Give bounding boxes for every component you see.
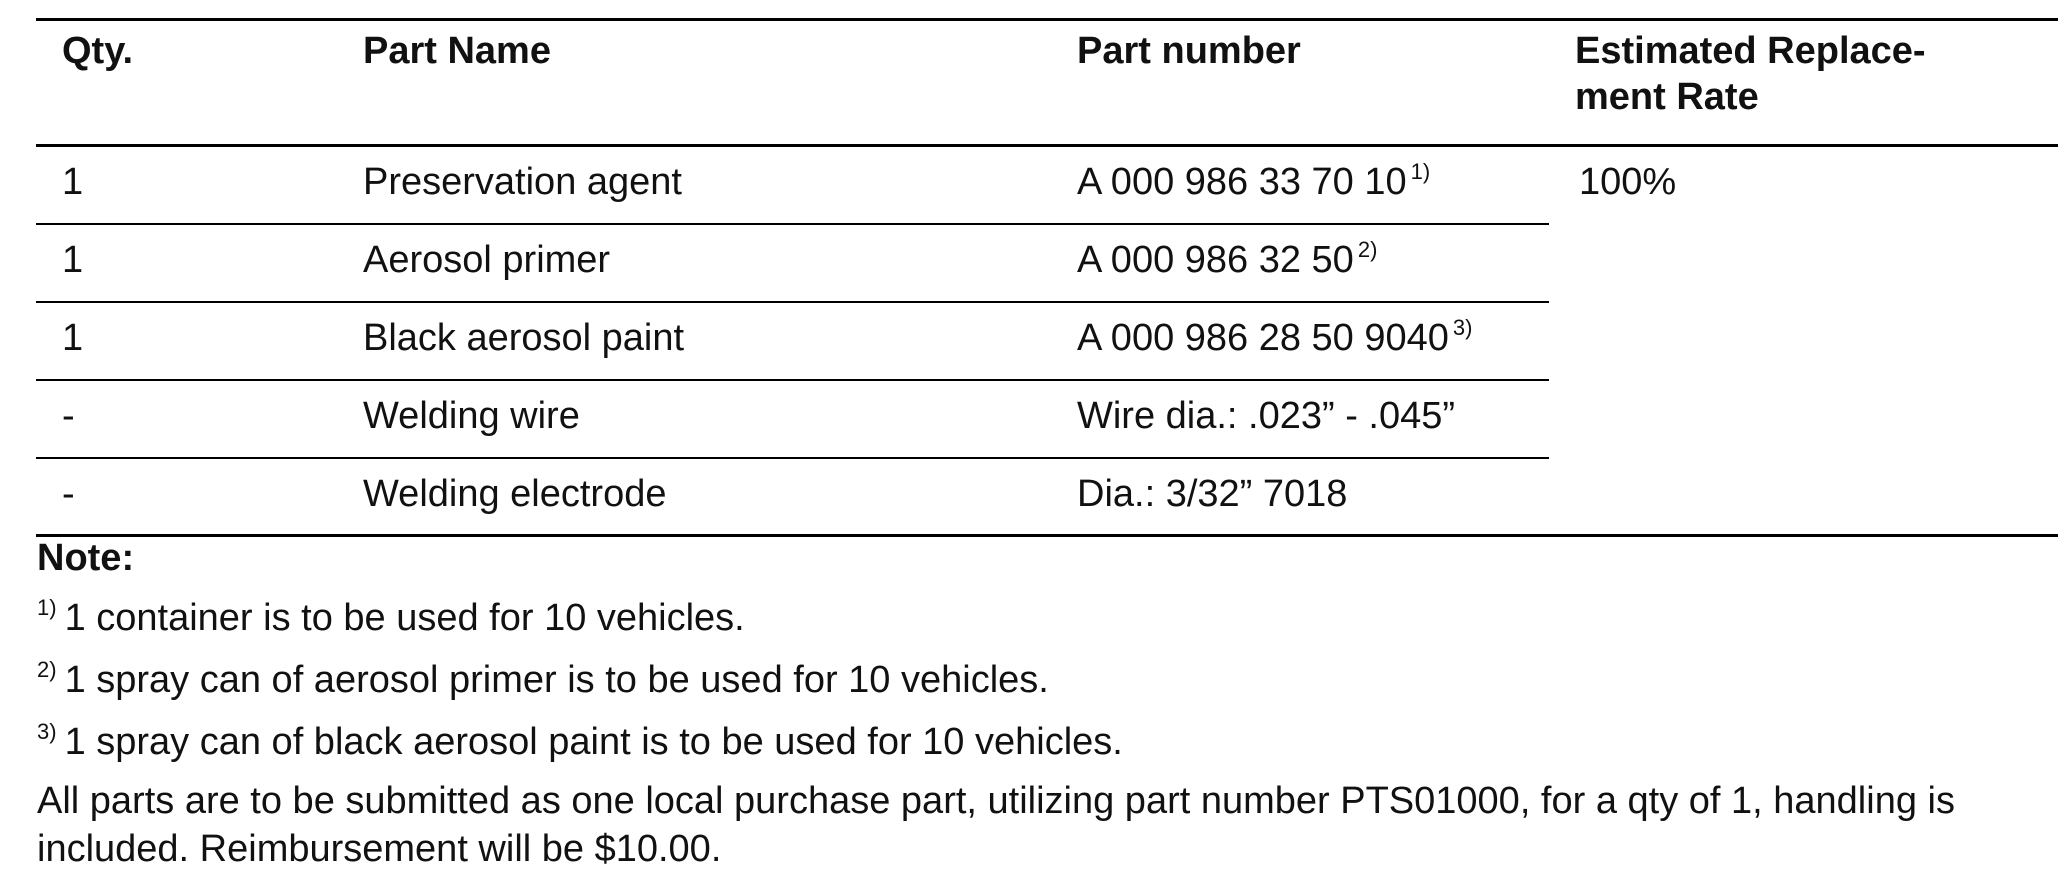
footnote-line (37, 595, 2037, 641)
footnote-line (37, 719, 2037, 765)
footnote-text: 1 spray can of aerosol primer is to be used for 10 vehicles. (64, 659, 1049, 701)
header-part-number: Part number (1077, 30, 1301, 72)
row-qty: 1 (36, 302, 337, 380)
footnote-mark: 2) (37, 657, 57, 682)
footnote-mark: 3) (37, 719, 57, 744)
header-qty: Qty. (62, 30, 134, 72)
footnote-ref: 1) (1410, 159, 1431, 184)
part-number-text: A 000 986 32 50 (1077, 238, 1354, 281)
row-qty: - (36, 380, 337, 458)
footnote-ref: 2) (1357, 236, 1378, 262)
header-replacement-rate: Estimated Replace-ment Rate (1575, 30, 1926, 118)
footnote-mark: 1) (37, 595, 57, 620)
footnote-line (37, 657, 2037, 703)
row-part-number (1051, 146, 1549, 224)
header-part-name: Part Name (363, 30, 551, 72)
footnote-text: 1 spray can of black aerosol paint is to be used for 10 vehicles. (64, 721, 1123, 763)
row-qty: 1 (36, 146, 337, 224)
row-qty: - (62, 472, 75, 515)
footnote-ref: 3) (1452, 314, 1473, 340)
part-number-text: A 000 986 28 50 9040 (1077, 316, 1449, 359)
replacement-rate-value: 100% (1579, 161, 1677, 203)
row-part-number (1051, 302, 1549, 380)
table-header-row (36, 20, 2058, 146)
row-part-name: Preservation agent (337, 146, 1051, 224)
row-part-name: Black aerosol paint (337, 302, 1051, 380)
row-part-name: Aerosol primer (337, 224, 1051, 302)
part-number-text: A 000 986 33 70 10 (1077, 161, 1407, 203)
row-part-number: Wire dia.: .023” - .045” (1051, 380, 1549, 458)
parts-table (36, 18, 2058, 537)
notes-section (37, 535, 2037, 873)
footnote-text: 1 container is to be used for 10 vehicles. (64, 597, 745, 639)
row-part-number: Dia.: 3/32” 7018 (1077, 472, 1348, 515)
row-part-name: Welding electrode (363, 472, 667, 515)
row-qty: 1 (36, 224, 337, 302)
row-part-number (1051, 224, 1549, 302)
note-title: Note: (37, 537, 135, 579)
table-row (36, 146, 2058, 224)
row-part-name: Welding wire (337, 380, 1051, 458)
reimbursement-note: All parts are to be submitted as one local purchase part, utilizing part number PTS01000, for a qty of 1, handling is included. Reimbursement will be $10.00. (37, 780, 1955, 870)
